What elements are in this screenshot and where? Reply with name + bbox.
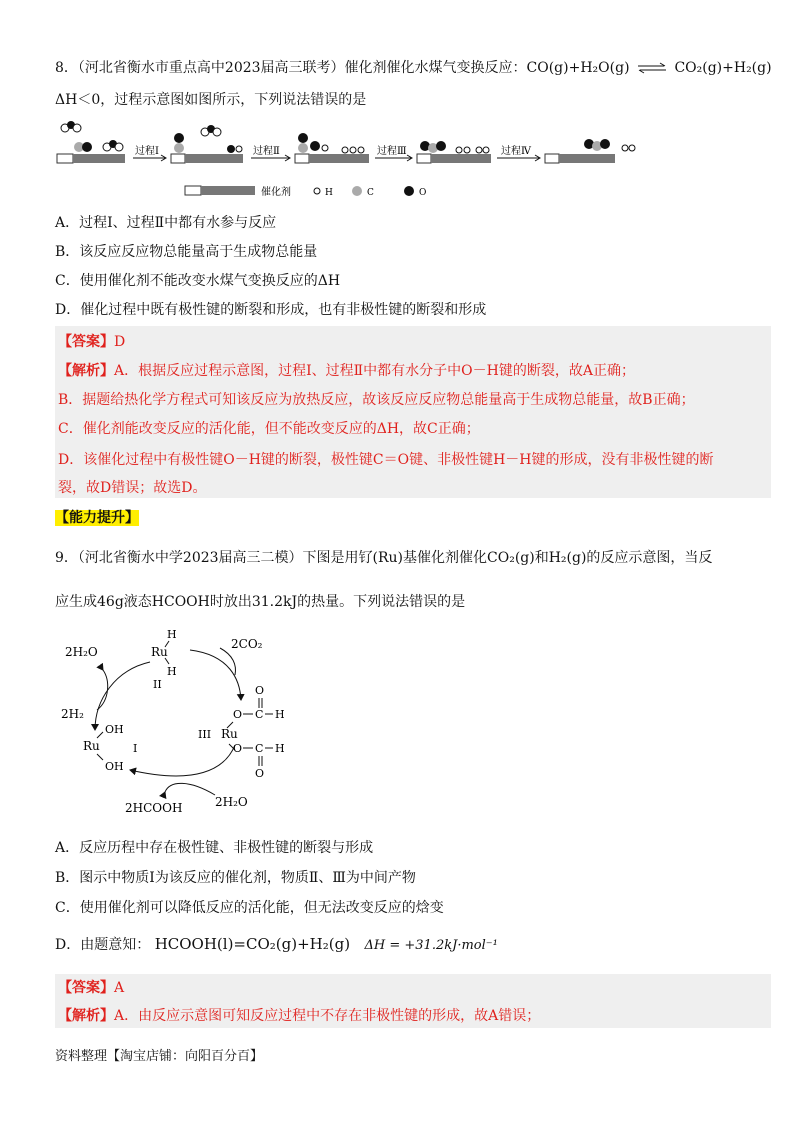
q8-analysis-d-cont: 裂，故D错误；故选D。 bbox=[58, 480, 207, 496]
page-footer: 资料整理【淘宝店铺：向阳百分百】 bbox=[55, 1049, 264, 1064]
svg-text:H: H bbox=[325, 188, 333, 198]
process-label-1: 过程Ⅰ bbox=[135, 146, 159, 157]
q9-stem-line2: 应生成46g液态HCOOH时放出31.2kJ的热量。下列说法错误的是 bbox=[55, 594, 466, 610]
process-label-4: 过程Ⅳ bbox=[501, 146, 531, 157]
q8-option-d: D．催化过程中既有极性键的断裂和形成，也有非极性键的断裂和形成 bbox=[55, 302, 487, 318]
hcooh-release-arc bbox=[165, 783, 215, 795]
svg-text:C: C bbox=[255, 708, 264, 721]
svg-text:O: O bbox=[233, 742, 243, 755]
q8-analysis-a: 【解析】A．根据反应过程示意图，过程Ⅰ、过程Ⅱ中都有水分子中O－H键的断裂，故A正确； bbox=[58, 363, 635, 379]
species-label-III: III bbox=[198, 728, 212, 741]
catalyst-stage-2 bbox=[171, 154, 243, 163]
svg-text:催化剂: 催化剂 bbox=[261, 187, 291, 198]
q8-answer: 【答案】D bbox=[58, 334, 126, 350]
svg-text:H: H bbox=[167, 665, 177, 678]
q9-analysis-a: 【解析】A．由反应示意图可知反应过程中不存在非极性键的形成，故A错误； bbox=[58, 1008, 541, 1024]
equilibrium-arrow-icon bbox=[636, 62, 668, 74]
svg-text:Ru: Ru bbox=[151, 645, 168, 659]
q8-stem-line2: ΔH＜0，过程示意图如图所示，下列说法错误的是 bbox=[55, 92, 367, 108]
q9-option-d-equation: HCOOH(l)=CO₂(g)+H₂(g) bbox=[154, 935, 351, 953]
q8-analysis-b: B．据题给热化学方程式可知该反应为放热反应，故该反应反应物总能量高于生成物总能量，故B正确； bbox=[58, 392, 695, 408]
svg-text:Ru: Ru bbox=[221, 727, 238, 741]
catalyst-stage-3 bbox=[295, 154, 369, 163]
svg-text:H: H bbox=[275, 708, 285, 721]
reagent-2h2: 2H₂ bbox=[61, 707, 84, 721]
cycle-arc-right bbox=[190, 650, 241, 700]
svg-text:C: C bbox=[367, 188, 374, 198]
section-heading: 【能力提升】 bbox=[55, 510, 139, 526]
q8-option-a: A．过程Ⅰ、过程Ⅱ中都有水参与反应 bbox=[55, 215, 277, 231]
q9-option-b: B．图示中物质Ⅰ为该反应的催化剂，物质Ⅱ、Ⅲ为中间产物 bbox=[55, 870, 416, 886]
cycle-arc-bottom bbox=[130, 745, 235, 776]
q9-stem-line1: 9．（河北省衡水中学2023届高三二模）下图是用钌(Ru)基催化剂催化CO₂(g)和H₂(g)的反应示意图，当反 bbox=[55, 550, 713, 566]
q8-answer-block bbox=[55, 326, 771, 498]
svg-text:OH: OH bbox=[105, 760, 124, 773]
diagram-legend bbox=[185, 185, 426, 198]
svg-text:O: O bbox=[255, 767, 265, 780]
q8-analysis-d: D．该催化过程中有极性键O－H键的断裂，极性键C＝O键、非极性键H－H键的形成，没有非极性键的断 bbox=[58, 452, 714, 468]
q8-option-c: C．使用催化剂不能改变水煤气变换反应的ΔH bbox=[55, 273, 341, 289]
q9-option-d: D．由题意知： HCOOH(l)=CO₂(g)+H₂(g) ΔH = +31.2kJ·mol⁻¹ bbox=[55, 935, 498, 953]
species-label-II: II bbox=[153, 678, 162, 691]
species-label-I: I bbox=[133, 742, 138, 755]
product-2hcooh: 2HCOOH bbox=[125, 801, 183, 815]
q9-answer: 【答案】A bbox=[58, 980, 125, 996]
process-label-2: 过程Ⅱ bbox=[253, 146, 280, 157]
catalyst-stage-5 bbox=[545, 154, 615, 163]
q9-cycle-diagram bbox=[55, 620, 315, 820]
svg-text:H: H bbox=[275, 742, 285, 755]
cycle-arc-left bbox=[95, 662, 150, 730]
process-label-3: 过程Ⅲ bbox=[377, 146, 407, 157]
q8-process-diagram bbox=[55, 116, 715, 204]
reagent-2h2o-top: 2H₂O bbox=[65, 645, 98, 659]
q9-option-d-enthalpy: ΔH = +31.2kJ·mol⁻¹ bbox=[364, 938, 498, 953]
q9-option-c: C．使用催化剂可以降低反应的活化能，但无法改变反应的焓变 bbox=[55, 900, 444, 916]
svg-text:OH: OH bbox=[105, 723, 124, 736]
svg-text:O: O bbox=[255, 684, 265, 697]
reagent-2h2o-bottom: 2H₂O bbox=[215, 795, 248, 809]
svg-text:O: O bbox=[233, 708, 243, 721]
q8-option-b: B．该反应反应物总能量高于生成物总能量 bbox=[55, 244, 318, 260]
reagent-2co2: 2CO₂ bbox=[231, 637, 263, 651]
svg-text:O: O bbox=[419, 188, 427, 198]
catalyst-stage-4 bbox=[417, 154, 491, 163]
svg-text:Ru: Ru bbox=[83, 739, 100, 753]
svg-text:C: C bbox=[255, 742, 264, 755]
q8-analysis-c: C．催化剂能改变反应的活化能，但不能改变反应的ΔH，故C正确； bbox=[58, 421, 480, 437]
catalyst-stage-1 bbox=[57, 154, 125, 163]
h2o-release-arc bbox=[97, 670, 108, 710]
q9-option-a: A．反应历程中存在极性键、非极性键的断裂与形成 bbox=[55, 840, 374, 856]
svg-text:H: H bbox=[167, 628, 177, 641]
q8-stem-line1: 8．（河北省衡水市重点高中2023届高三联考）催化剂催化水煤气变换反应：CO(g)+H₂O(g) CO₂(g)+H₂(g) bbox=[55, 60, 772, 76]
